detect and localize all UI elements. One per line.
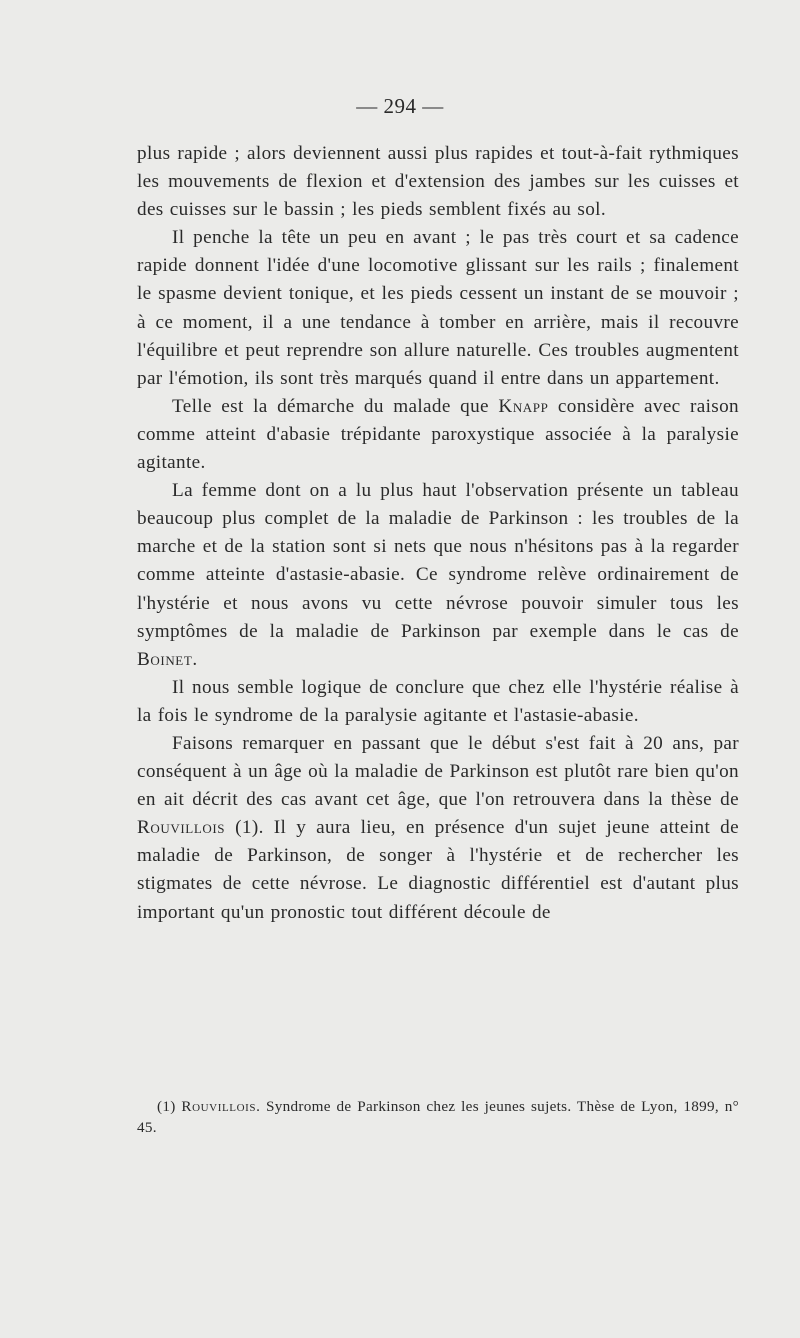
main-text	[137, 140, 739, 927]
author-name: Boinet	[137, 648, 193, 670]
footnote-author: Rouvillois	[181, 1098, 257, 1115]
paragraph: Il penche la tête un peu en avant ; le pas très court et sa cadence rapide donnent l'idée d'une locomotive glissant sur les rails ; finalement le spasme devient tonique, et les pieds cessent un instant de se mouvoir ; à ce moment, il a une tendance à tomber en arrière, mais il recouvre l'équilibre et peut reprendre son allure naturelle. Ces troubles augmentent par l'émotion, ils sont très marqués quand il entre dans un appartement.	[137, 227, 739, 389]
paragraph-text: Telle est la démarche du malade que	[172, 395, 499, 417]
footnote-text	[137, 1096, 739, 1138]
paragraph	[137, 477, 739, 674]
paragraph-text: .	[192, 648, 198, 670]
footnote	[137, 1096, 739, 1138]
paragraph	[137, 393, 739, 477]
paragraph	[137, 730, 739, 927]
paragraph-text: La femme dont on a lu plus haut l'observation présente un tableau beaucoup plus complet de la maladie de Parkinson : les troubles de la marche et de la station sont si nets que nous n'hésitons pas à la regarder comme atteinte d'astasie-abasie. Ce syndrome relève ordinairement de l'hystérie et nous avons vu cette névrose pouvoir simuler tous les symptômes de la maladie de Parkinson par exemple dans le cas de	[137, 480, 739, 642]
author-name: Knapp	[498, 395, 549, 417]
paragraph-text: (1). Il y aura lieu, en présence d'un sujet jeune atteint de maladie de Parkinson, de songer à l'hystérie et de rechercher les stigmates de cette névrose. Le diagnostic différentiel est d'autant plus important qu'un pronostic tout différent découle de	[137, 817, 739, 923]
paragraph: plus rapide ; alors deviennent aussi plus rapides et tout-à-fait rythmiques les mouvements de flexion et d'extension des jambes sur les cuisses et des cuisses sur le bassin ; les pieds semblent fixés au sol.	[137, 143, 739, 221]
footnote-marker: (1)	[157, 1098, 182, 1115]
paragraph-text: Faisons remarquer en passant que le début s'est fait à 20 ans, par conséquent à un âge où la maladie de Parkinson est plutôt rare bien qu'on en ait décrit des cas avant cet âge, que l'on retrouvera dans la thèse de	[137, 732, 739, 811]
author-name: Rouvillois	[137, 817, 226, 839]
paragraph-text: considère avec raison comme atteint d'abasie trépidante paroxystique associée à la paralysie agitante.	[137, 395, 739, 474]
paragraph: Il nous semble logique de conclure que chez elle l'hystérie réalise à la fois le syndrome de la paralysie agitante et l'astasie-abasie.	[137, 676, 739, 726]
page-number: — 294 —	[356, 94, 444, 118]
footnote-body: . Syndrome de Parkinson chez les jeunes sujets. Thèse de Lyon, 1899, n° 45.	[137, 1098, 739, 1136]
